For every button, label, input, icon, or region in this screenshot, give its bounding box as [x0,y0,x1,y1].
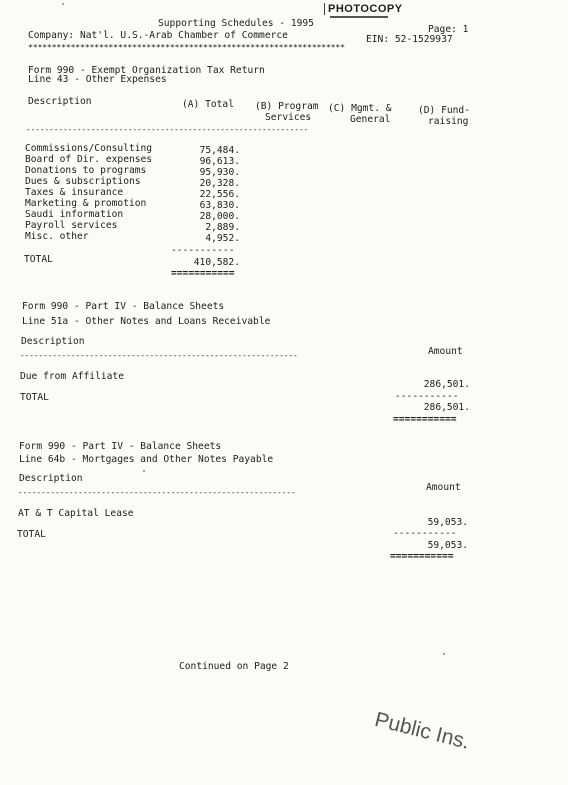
s3-col-description: Description [19,473,83,484]
s1-col-program-2: Services [265,112,312,123]
scan-speck [143,470,145,472]
s1-row-amount: 4,952. [205,233,240,244]
s1-row-amount: 63,830. [199,200,240,211]
company-name: Company: Nat'l. U.S.-Arab Chamber of Commerce [28,30,288,41]
s3-subtotal-rule: ----------- [393,528,457,539]
s2-form-line: Form 990 - Part IV - Balance Sheets [22,301,225,312]
ein: EIN: 52-1529937 [366,34,453,45]
s1-col-mgmt-2: General [350,114,391,125]
s3-total-double-rule: =========== [390,551,454,562]
scan-speck [443,653,445,655]
s3-row-label: AT & T Capital Lease [18,508,134,519]
s1-row-amount: 22,556. [199,189,240,200]
s2-subtotal-rule: ----------- [395,391,459,402]
public-inspection-watermark: Public Ins. [372,708,473,754]
s1-row-amount: 96,613. [199,156,240,167]
header-star-rule: ******************************************************************* [28,42,345,52]
s1-col-fund: (D) Fund- [418,105,470,116]
s3-line-ref: Line 64b - Mortgages and Other Notes Payable [19,454,274,465]
s1-subtotal-rule: ----------- [171,245,235,256]
s1-row-label: Saudi information [25,209,124,220]
s2-row-label: Due from Affiliate [20,371,124,382]
s1-col-description: Description [28,96,92,107]
s1-form-line: Form 990 - Exempt Organization Tax Return [28,65,265,76]
s1-header-rule: ------------------------------------------------------------- [26,125,309,134]
s1-row-amount: 20,328. [199,178,240,189]
s1-total-label: TOTAL [24,254,53,265]
continued-note: Continued on Page 2 [179,661,289,672]
s1-row-amount: 2,889. [205,222,240,233]
s3-total-label: TOTAL [17,529,46,540]
scan-speck [62,3,64,5]
stamp-underline [330,16,388,18]
s3-header-rule: ------------------------------------------------------------ [18,488,296,497]
s1-col-fund-2: raising [428,116,469,127]
s2-row-amount: 286,501. [423,379,470,390]
s3-row-amount: 59,053. [427,517,468,528]
s1-line-ref: Line 43 - Other Expenses [28,74,167,85]
s1-row-label: Donations to programs [25,165,147,176]
s1-row-label: Commissions/Consulting [25,143,153,154]
schedule-title: Supporting Schedules - 1995 [158,18,314,29]
s1-total-amount: 410,582. [193,257,240,268]
s2-col-amount: Amount [428,346,463,357]
s2-col-description: Description [21,336,85,347]
s1-row-amount: 75,484. [199,145,240,156]
s3-col-amount: Amount [426,482,461,493]
photocopy-stamp: PHOTOCOPY [324,3,403,15]
s2-total-amount: 286,501. [423,402,470,413]
s2-header-rule: ------------------------------------------------------------ [20,351,298,360]
s2-total-label: TOTAL [20,392,49,403]
s1-row-label: Marketing & promotion [25,198,147,209]
s3-total-amount: 59,053. [427,540,468,551]
s1-row-amount: 28,000. [199,211,240,222]
s1-row-amount: 95,930. [199,167,240,178]
s1-row-label: Misc. other [25,231,89,242]
s2-line-ref: Line 51a - Other Notes and Loans Receivable [22,316,271,327]
s1-col-total: (A) Total [182,99,234,110]
s1-row-label: Taxes & insurance [25,187,124,198]
s2-total-double-rule: =========== [393,414,457,425]
s3-form-line: Form 990 - Part IV - Balance Sheets [19,441,222,452]
s1-row-label: Dues & subscriptions [25,176,141,187]
s1-col-mgmt: (C) Mgmt. & [328,103,392,114]
s1-row-label: Board of Dir. expenses [25,154,153,165]
s1-row-label: Payroll services [25,220,118,231]
s1-col-program: (B) Program [255,101,319,112]
s1-total-double-rule: =========== [171,268,235,279]
page-number: Page: 1 [428,24,469,35]
